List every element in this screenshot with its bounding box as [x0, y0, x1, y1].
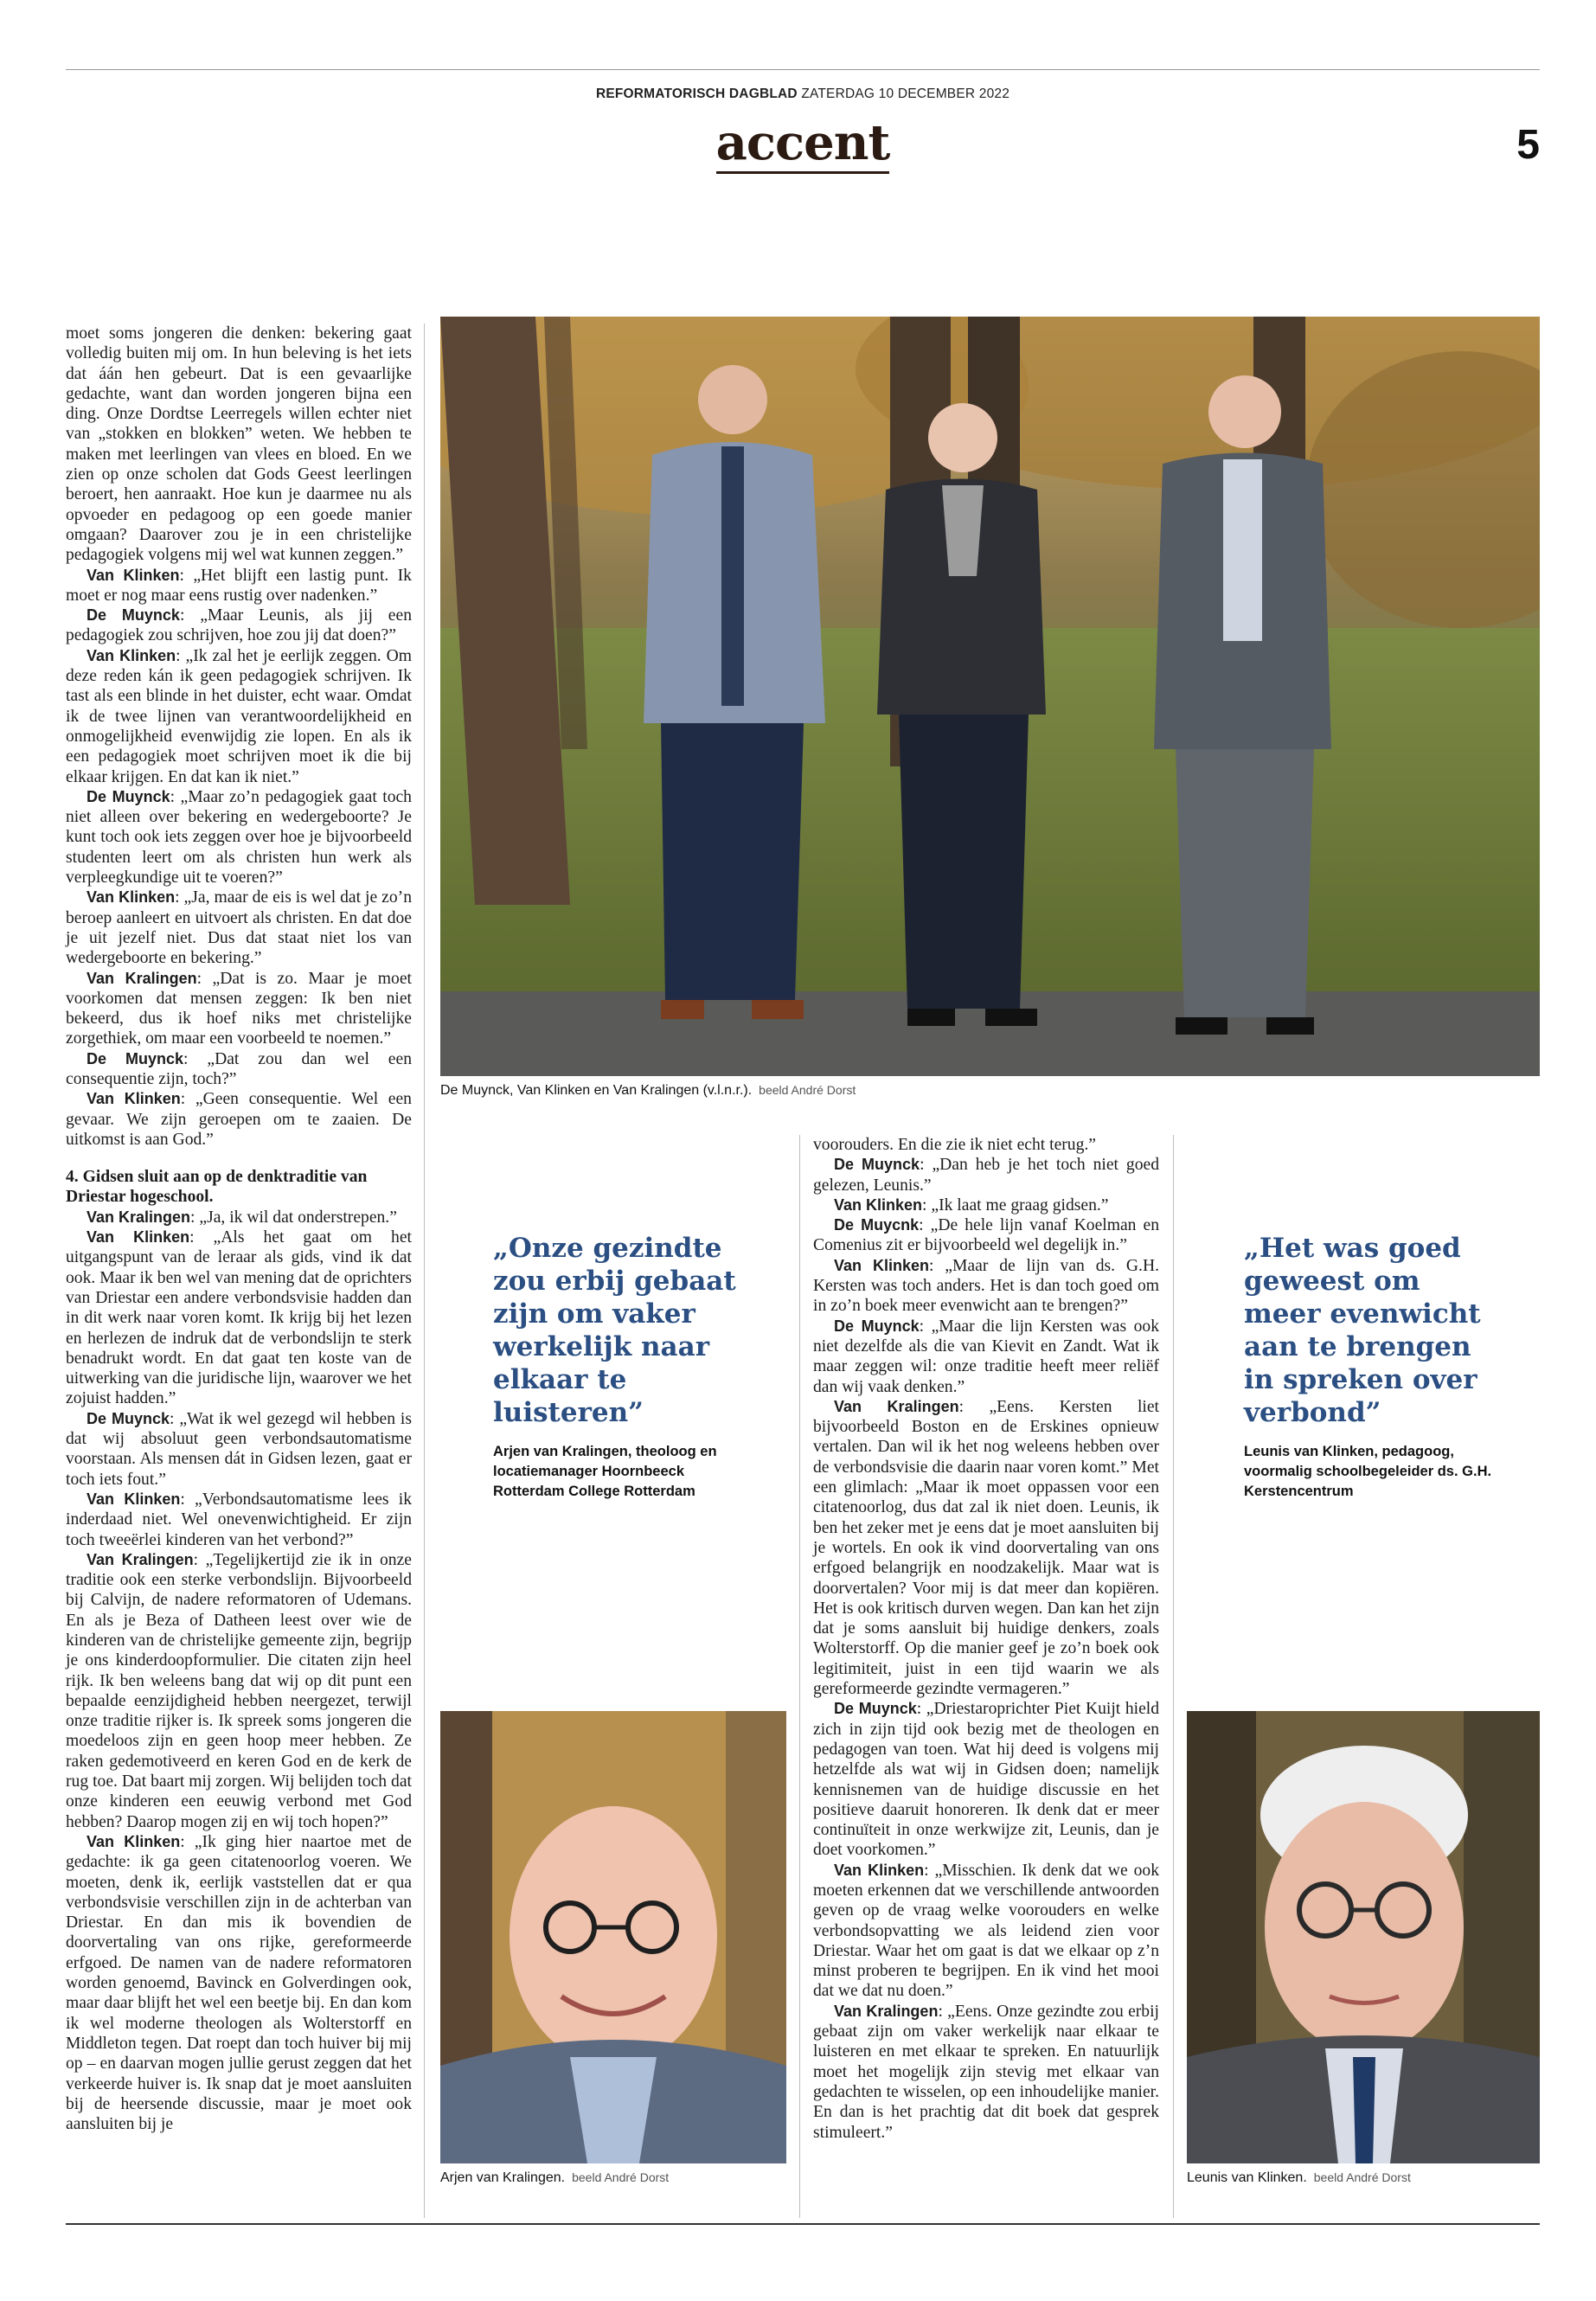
- column-divider: [1173, 1135, 1174, 2218]
- portrait-right-caption-text: Leunis van Klinken.: [1187, 2170, 1307, 2185]
- portrait-right-illustration: [1187, 1711, 1540, 2163]
- paragraph-text: : „Ik ging hier naartoe met de gedachte: ik ga geen citatenoorlog voeren. We moeten, denk ik, eerlijk vaststellen dat er qua verbondsvisie verschillen zijn in de achterban van Driestar. En dan mis ik bovendien de doorvertaling van ons rijke, gereformeerde erfgoed. De namen van de nadere reformatoren worden genoemd, Bavinck en Golverdingen ook, maar daar blijft het wel een beetje bij. En dan kom ik wel moderne theologen als Wolterstorff en Middleton tegen. Dat roept dan toch huiver bij mij op – en daarvan mogen jullie gerust zeggen dat het verkeerde huiver is. Ik snap dat je moet aansluiten bij de heersende discussie, maar je moet ook aansluiten bij je: [66, 1832, 412, 2134]
- speaker-name: De Muynck: [87, 606, 180, 625]
- main-group-photo: [440, 317, 1540, 1076]
- column-divider: [424, 324, 425, 2218]
- main-photo-caption-text: De Muynck, Van Klinken en Van Kralingen (v.l.n.r.).: [440, 1083, 753, 1098]
- column-divider: [799, 1135, 800, 2218]
- paragraph-text: : „Geen consequentie. Wel een gevaar. We zijn geroepen om te zaaien. De uitkomst is aan God.”: [66, 1090, 412, 1149]
- article-paragraph: [66, 1409, 412, 1490]
- speaker-name: Van Klinken: [834, 1256, 929, 1274]
- portrait-left-caption: [440, 2170, 669, 2186]
- article-paragraph: [66, 1049, 412, 1090]
- paragraph-text: : „Misschien. Ik denk dat we ook moeten erkennen dat we verschillende antwoorden geven op de vraag welke voorouders en welke verbondsopvatting we als leidend zien voor Driestar. Waar het om gaat is dat we elkaar op z’n minst proberen te begrijpen. En ik vind het mooi dat we dat nu doen.”: [813, 1861, 1159, 2001]
- speaker-name: De Muynck: [87, 1409, 170, 1427]
- article-paragraph: [66, 606, 412, 646]
- paragraph-text: : „Dan heb je het toch niet goed gelezen, Leunis.”: [813, 1156, 1159, 1195]
- article-paragraph: [66, 1832, 412, 2134]
- masthead-date: ZATERDAG 10 DECEMBER 2022: [801, 87, 1010, 101]
- article-paragraph: [813, 1317, 1159, 1397]
- page-number: 5: [1516, 122, 1540, 168]
- speaker-name: Van Klinken: [87, 1832, 181, 1850]
- portrait-left-credit: beeld André Dorst: [572, 2170, 670, 2184]
- paragraph-text: moet soms jongeren die denken: bekering gaat volledig buiten mij om. In hun beleving is het iets dat áán hen gebeurt. Dat is een gevaarlijke gedachte, want dan worden jongeren bijna een ding. Onze Dordtse Leerregels willen echter niet van „stokken en blokken” weten. We hebben te maken met leerlingen van vlees en bloed. En we zien op onze scholen dat Gods Geest leerlingen beroert, hen aanraakt. Hoe kun je daarmee nu als opvoeder en pedagoog op een goede manier omgaan? Daarover zou je in een christelijke pedagogiek volgens mij wel wat kunnen zeggen.”: [66, 324, 412, 565]
- speaker-name: De Muynck: [834, 1700, 917, 1718]
- article-paragraph: [66, 646, 412, 787]
- top-rule: [66, 69, 1540, 70]
- paragraph-text: : „De hele lijn vanaf Koelman en Comenius zit er bijvoorbeeld wel degelijk in.”: [813, 1216, 1159, 1255]
- speaker-name: De Muynck: [834, 1156, 920, 1174]
- article-paragraph: [813, 1195, 1159, 1215]
- speaker-name: Van Klinken: [87, 1090, 181, 1108]
- portrait-van-klinken: [1187, 1711, 1540, 2163]
- article-paragraph: [813, 1135, 1159, 1155]
- speaker-name: Van Klinken: [87, 888, 176, 907]
- portrait-right-credit: beeld André Dorst: [1313, 2170, 1411, 2184]
- speaker-name: Van Kralingen: [87, 969, 197, 987]
- portrait-right-caption: [1187, 2170, 1411, 2186]
- speaker-name: Van Klinken: [87, 1228, 190, 1247]
- column-1-part-b: [66, 1208, 412, 2135]
- article-column-3: [813, 1135, 1159, 2143]
- speaker-name: De Muynck: [87, 1049, 184, 1067]
- main-photo-caption: [440, 1083, 856, 1099]
- paragraph-text: : „Maar die lijn Kersten was ook niet dezelfde als die van Kievit en Zandt. Wat ik maar zeggen wil: onze traditie heeft meer reliëf dan wij vaak denken.”: [813, 1317, 1160, 1396]
- paragraph-text: : „Dat is zo. Maar je moet voorkomen dat mensen zeggen: Ik ben niet bekeerd, dus ik hoef niks met christelijke zorgethiek, om maar een voorbeeld te noemen.”: [66, 969, 412, 1048]
- group-photo-illustration: [440, 317, 1540, 1076]
- speaker-name: Van Klinken: [87, 1490, 181, 1508]
- masthead-paper: REFORMATORISCH DAGBLAD: [595, 87, 798, 101]
- paragraph-text: : „Maar zo’n pedagogiek gaat toch niet alleen over bekering en wedergeboorte? Je kunt toch ook iets zeggen over hoe je bijvoorbeeld studenten leert om als christen hun werk als verpleegkundige uit te voeren?”: [66, 787, 412, 888]
- paragraph-text: : „Driestaroprichter Piet Kuijt hield zich in zijn tijd ook bezig met de theologen en pedagogen van toen. Wat hij deed is volgens mij hetzelfde als wat wij in Gidsen doen; namelijk kennisnemen van de huidige discussie en het positieve daaruit honoreren. Ik denk dat er meer continuïteit in onze werkwijze zit, Leunis, dan je doet voorkomen.”: [813, 1700, 1160, 1860]
- pullquote-right: „Het was goed geweest om meer evenwicht aan te brengen in spreken over verbond”: [1244, 1233, 1481, 1428]
- article-paragraph: [66, 1550, 412, 1832]
- article-paragraph: [813, 1155, 1159, 1195]
- paragraph-text: : „Eens. Onze gezindte zou erbij gebaat zijn om vaker werkelijk naar elkaar te luisteren en met elkaar te spreken. En natuurlijk moet het mogelijk zijn stevig met elkaar van gedachten te wisselen, op een inhoudelijke manier. En dan is het prachtig dat dit boek dat gesprek stimuleert.”: [813, 2002, 1159, 2142]
- column-1-part-a: [66, 324, 412, 1150]
- article-paragraph: [66, 1490, 412, 1550]
- portrait-van-kralingen: [440, 1711, 786, 2163]
- article-paragraph: [66, 1227, 412, 1409]
- paragraph-text: : „Wat ik wel gezegd wil hebben is dat wij absoluut geen verbondsautomatisme voorstaan. Als mensen dát in Gidsen lezen, gaat er toch iets fout.”: [66, 1409, 412, 1489]
- speaker-name: Van Klinken: [834, 1195, 923, 1214]
- main-photo-credit: beeld André Dorst: [759, 1083, 856, 1097]
- speaker-name: Van Klinken: [87, 566, 180, 584]
- article-paragraph: [66, 787, 412, 888]
- masthead: [66, 87, 1540, 102]
- article-paragraph: [66, 1208, 412, 1227]
- pullquote-right-attribution: Leunis van Klinken, pedagoog, voormalig schoolbegeleider ds. G.H. Kerstencentrum: [1244, 1444, 1492, 1499]
- paragraph-text: : „Eens. Kersten liet bijvoorbeeld Boston en de Erskines opnieuw vertalen. Dan wil ik het nog weleens hebben over de verbondsvisie die daarin naar voren komt.” Met een glimlach: „Maar ik moet oppassen voor een citatenoorlog, dus dat zal ik niet doen. Leunis, ik ben het zeker met je eens dat je moet aansluiten bij je wortels. En ook ik vind doorvertaling van ons erfgoed belangrijk en noodzakelijk. Maar wat is doorvertalen? Voor mij is dat meer dan kopiëren. Het is ook kritisch durven wegen. Dan kan het zijn dat je soms aansluit bij huidige denkers, zoals Wolterstorff. Op die manier geef je zo’n boek ook legitimiteit, juist in een tijd waarin we als gereformeerde gezindte vermageren.”: [813, 1397, 1159, 1699]
- speaker-name: Van Kralingen: [87, 1550, 194, 1568]
- article-paragraph: [66, 969, 412, 1049]
- article-paragraph: [66, 566, 412, 606]
- speaker-name: Van Klinken: [87, 646, 176, 664]
- paragraph-text: : „Ik zal het je eerlijk zeggen. Om deze reden kán ik geen pedagogiek schrijven. Ik tast als een blinde in het duister, echt waar. Omdat ik de twee lijnen van verantwoordelijkheid en onmogelijkheid evenwijdig zie lopen. En als ik een pedagogiek moet schrijven moet ik die bij elkaar krijgen. En dat kan ik niet.”: [66, 646, 412, 786]
- article-paragraph: [813, 1397, 1159, 1699]
- article-paragraph: [813, 1215, 1159, 1256]
- paragraph-text: : „Maar Leunis, als jij een pedagogiek zou schrijven, hoe zou jij dat doen?”: [66, 606, 412, 645]
- pullquote-left: „Onze gezindte zou erbij gebaat zijn om vaker werkelijk naar elkaar te luisteren”: [493, 1233, 736, 1428]
- paragraph-text: : „Verbondsautomatisme lees ik inderdaad niet. Wel onevenwichtigheid. Er zijn toch tweeërlei kinderen van het verbond?”: [66, 1490, 412, 1549]
- article-paragraph: [66, 1089, 412, 1150]
- speaker-name: Van Kralingen: [834, 1397, 959, 1415]
- subheading: 4. Gidsen sluit aan op de denktraditie van Driestar hogeschool.: [66, 1168, 368, 1207]
- paragraph-text: : „Als het gaat om het uitgangspunt van de leraar als gids, vind ik dat ook. Maar ik ben wel van mening dat de oprichters van Driestar een andere verbondsvisie hadden dan in dit werk naar voren komt. Ik krijg bij het lezen en herlezen de indruk dat de verbondslijn te sterk benadrukt wordt. En dat gaat ten koste van de uitwerking van die juridische lijn, waarover we het zojuist hadden.”: [66, 1228, 412, 1408]
- speaker-name: Van Kralingen: [87, 1208, 191, 1226]
- section-title: [66, 114, 1540, 171]
- portrait-left-caption-text: Arjen van Kralingen.: [440, 2170, 566, 2185]
- speaker-name: De Muynck: [87, 787, 170, 805]
- bottom-rule: [66, 2223, 1540, 2225]
- paragraph-text: voorouders. En die zie ik niet echt terug.”: [813, 1136, 1096, 1154]
- article-paragraph: [66, 888, 412, 968]
- article-paragraph: [813, 1256, 1159, 1317]
- paragraph-text: : „Ja, maar de eis is wel dat je zo’n beroep aanleert en uitvoert als christen. En dat doe je uit jezelf niet. Dus dat staat niet los van wedergeboorte en bekering.”: [66, 888, 412, 968]
- pullquote-left-attribution: Arjen van Kralingen, theoloog en locatiemanager Hoornbeeck Rotterdam College Rotterdam: [493, 1444, 717, 1499]
- paragraph-text: : „Maar de lijn van ds. G.H. Kersten was toch anders. Het is dan toch goed om in zo’n boek meer evenwicht aan te brengen?”: [813, 1256, 1159, 1316]
- speaker-name: Van Kralingen: [834, 2002, 939, 2020]
- portrait-left-illustration: [440, 1711, 786, 2163]
- article-paragraph: [813, 1861, 1159, 2002]
- paragraph-text: : „Ik laat me graag gidsen.”: [922, 1195, 1109, 1215]
- article-paragraph: [66, 324, 412, 566]
- speaker-name: De Muynck: [834, 1317, 920, 1335]
- speaker-name: De Muycnk: [834, 1216, 920, 1234]
- article-column-1: [66, 324, 412, 2134]
- paragraph-text: : „Ja, ik wil dat onderstrepen.”: [190, 1208, 397, 1227]
- article-paragraph: [813, 2002, 1159, 2143]
- section-title-text: accent: [716, 114, 890, 174]
- article-paragraph: [813, 1699, 1159, 1860]
- speaker-name: Van Klinken: [834, 1861, 925, 1879]
- paragraph-text: : „Dat zou dan wel een consequentie zijn, toch?”: [66, 1049, 413, 1088]
- paragraph-text: : „Tegelijkertijd zie ik in onze traditie ook een sterke verbondslijn. Bijvoorbeeld bij Calvijn, de nadere reformatoren of Udemans. En als je Beza of Datheen leest over wie de kinderen van de christelijke gemeente zijn, begrijp je ons kinderdoopformulier. Die citaten zijn heel rijk. Ik ben weleens bang dat wij op dit punt een bepaalde eenzijdigheid hebben neergezet, terwijl onze traditie rijker is. Ik spreek soms jongeren die moedeloos zijn en geen hoop meer hebben. Ze raken gedemotiveerd en keren God en de kerk de rug toe. Dat baart mij zorgen. Wij belijden toch dat onze kinderen een eeuwig verbond met God hebben? Daarop mogen zij en wij toch hopen?”: [66, 1550, 412, 1831]
- paragraph-text: : „Het blijft een lastig punt. Ik moet er nog maar eens rustig over nadenken.”: [66, 566, 412, 605]
